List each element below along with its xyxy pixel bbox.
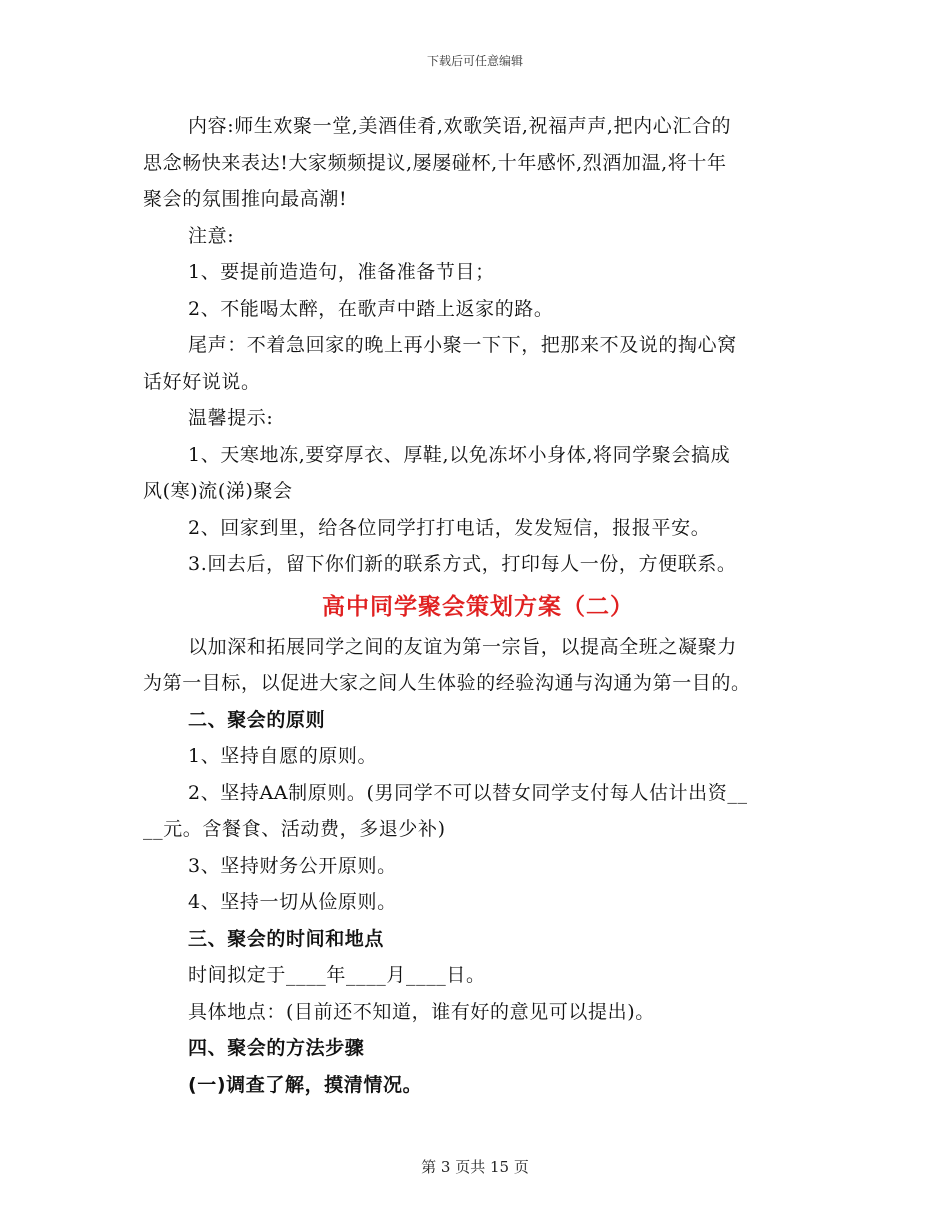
paragraph-line: 尾声：不着急回家的晚上再小聚一下下，把那来不及说的掏心窝: [188, 334, 737, 356]
paragraph-line: 3.回去后，留下你们新的联系方式，打印每人一份，方便联系。: [188, 553, 737, 575]
page-footer: 第 3 页共 15 页: [421, 1158, 529, 1176]
paragraph-line: 1、天寒地冻,要穿厚衣、厚鞋,以免冻坏小身体,将同学聚会搞成: [188, 443, 731, 466]
paragraph-line: 1、要提前造造句，准备准备节目；: [188, 261, 495, 283]
paragraph-line: 1、坚持自愿的原则。: [188, 745, 378, 767]
section-one: [143, 108, 813, 583]
section-heading-line: 四、聚会的方法步骤: [188, 1037, 365, 1059]
paragraph-line: 注意:: [188, 224, 235, 247]
paragraph-line: 思念畅快来表达!大家频频提议,屡屡碰杯,十年感怀,烈酒加温,将十年: [143, 151, 727, 174]
section-heading-line: (一)调查了解，摸清情况。: [188, 1073, 423, 1096]
section-heading-line: 二、聚会的原则: [188, 708, 326, 731]
section-heading-line: 三、聚会的时间和地点: [188, 927, 385, 950]
paragraph-line: 以加深和拓展同学之间的友谊为第一宗旨，以提高全班之凝聚力: [188, 635, 737, 658]
document-body: [143, 108, 813, 1103]
page-header: 下载后可任意编辑: [426, 54, 523, 68]
paragraph-line: 聚会的氛围推向最高潮!: [143, 188, 348, 210]
paragraph-line: 内容:师生欢聚一堂,美酒佳肴,欢歌笑语,祝福声声,把内心汇合的: [188, 115, 732, 137]
paragraph-line: 为第一目标，以促进大家之间人生体验的经验沟通与沟通为第一目的。: [143, 672, 751, 694]
paragraph-line: __元。含餐食、活动费，多退少补): [143, 818, 446, 840]
paragraph-line: 风(寒)流(涕)聚会: [143, 480, 293, 502]
paragraph-line: 4、坚持一切从俭原则。: [188, 891, 397, 913]
paragraph-line: 2、不能喝太醉，在歌声中踏上返家的路。: [188, 297, 554, 320]
paragraph-line: 具体地点：(目前还不知道，谁有好的意见可以提出)。: [188, 1000, 655, 1023]
paragraph-line: 话好好说说。: [143, 370, 261, 393]
paragraph-line: 温馨提示:: [188, 407, 274, 429]
paragraph-line: 2、坚持AA制原则。(男同学不可以替女同学支付每人估计出资__: [188, 781, 748, 804]
paragraph-line: 3、坚持财务公开原则。: [188, 854, 397, 877]
section-title: 高中同学聚会策划方案（二）: [322, 593, 634, 620]
paragraph-line: 时间拟定于____年____月____日。: [188, 964, 486, 986]
paragraph-line: 2、回家到里，给各位同学打打电话，发发短信，报报平安。: [188, 516, 711, 539]
section-two: [143, 629, 813, 1104]
